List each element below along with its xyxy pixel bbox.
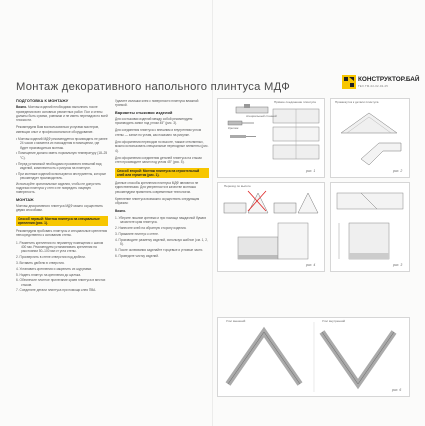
method1-text: Монтаж плинтуса на специальные крепления (рис. 1).	[18, 216, 100, 225]
figure-3-label: рис. 3	[393, 263, 403, 267]
transition-caption: Переход по высоте	[224, 184, 251, 188]
mount-step: 2. Просверлить в стене отверстия под дюбели.	[16, 255, 86, 260]
prep-paragraph	[16, 105, 108, 122]
glue-step: 2. Нанесите клей на обратную сторону изделия.	[115, 226, 187, 231]
method2-important-label: Важно.	[115, 208, 127, 213]
prep-bullet: • Перед установкой необходимо произвести внешний вид изделий, комплектность и рисунок на плинтусе.	[16, 161, 102, 170]
figure-cuts-panel	[217, 182, 325, 272]
figure-1-label: рис. 1	[306, 169, 316, 173]
figure-6-label: рис. 6	[392, 388, 402, 392]
logo-text: КОНСТРУКТОР.БАЙ	[358, 76, 420, 83]
method2-highlight	[115, 168, 209, 179]
outer-inner-angle-drawing	[218, 318, 409, 396]
method2-paragraph-2: Крепление плинтуса возможно осуществить следующим образом:	[115, 197, 200, 206]
figure-angle-panel	[330, 182, 410, 272]
clip-mount-drawing	[218, 99, 324, 177]
prep-bullet: • Монтаж изделий МДФ рекомендуется производить не ранее 24 часов с момента их нахождения в помещении, где будет производиться монтаж.	[16, 137, 108, 150]
glue-step: 1. Уберите лишние крепежи и при помощи наждачной бумаги зачистите края плинтуса.	[115, 215, 207, 225]
figure-clip-panel	[217, 98, 325, 178]
method2-label: Способ второй:	[117, 168, 143, 173]
outer-angle-caption: Угол внешний	[226, 319, 246, 323]
variants-intro: Удалите излишки клея с поверхности плинтуса влажной тряпкой.	[115, 99, 199, 108]
plinth-caption: Прямое соединение плинтуса	[274, 100, 316, 104]
method2-paragraph: Данные способы крепления плинтуса МДФ являются не единственными. Для уверенности в качестве монтажа рекомендуем применять современные технологии.	[115, 181, 199, 194]
page-title: Монтаж декоративного напольного плинтуса МДФ	[16, 81, 291, 93]
prep-important-label: Важно.	[16, 105, 28, 110]
prep-heading: ПОДГОТОВКА К МОНТАЖУ	[16, 99, 69, 103]
mount-step: 5. Надеть плинтус на крепления до щелчка.	[16, 272, 82, 277]
corner-join-drawing	[331, 99, 409, 177]
mount-step: 3. Вставить дюбели в отверстия.	[16, 260, 65, 265]
method1-label: Способ первый:	[18, 216, 45, 221]
prep-bullet: • Помещение должно иметь нормальную температуру (18–25 °С).	[16, 151, 108, 160]
inner-angle-caption: Угол внутренний	[322, 319, 346, 323]
prep-paragraph-3: Используйте оригинальные изделия, чтобы не допустить подрезки плинтуса у стен и не повредить лицевую поверхность.	[16, 181, 101, 195]
variant-text: Для соединения плинтуса с внешним и внутренним углом стены — запил по углам, как показано на рисунке.	[115, 128, 202, 137]
method2-text: Монтаж плинтуса на строительный клей или герметик (рис. 1).	[117, 168, 200, 177]
glue-step: 4. Производите разметку изделий, используя шаблон (см. 1, 2, 5).	[115, 237, 208, 246]
mount-paragraph-2: Рекомендуем пробовать плинтусы и специальные крепления непосредственно к основанию стены.	[16, 229, 108, 238]
logo-subtext: ТЕХ.ТМ-02-02-02-25	[358, 84, 389, 88]
wall-caption: специальный стенной	[246, 114, 277, 118]
mount-step: 6. Обеспечьте плотное прилегание краев плинтуса в местах стыков.	[16, 278, 106, 287]
text-column-variants	[115, 99, 209, 259]
figure-4-label: рис. 4	[306, 263, 316, 267]
angle-cut-drawing	[218, 183, 324, 271]
mount-step: 4. Установить крепления и закрепить их шурупами.	[16, 266, 93, 271]
variant-text: Для оформления соединения деталей плинтуса на стыках стен производите запил под углом 45° (рис. 5).	[115, 155, 203, 165]
logo-icon	[342, 75, 356, 89]
prep-paragraph-text: Монтаж изделий необходимо выполнять после проведения всех основных ремонтных работ. Пол и стены должны быть сухими, ровными и не иметь перепадов по всей плоскости.	[16, 105, 108, 123]
prep-bullet: • При монтаже изделий используются инструменты, которые рекомендует производитель.	[16, 171, 107, 180]
variant-text: Для состыковки изделий между собой рекомендуем производить запил под углом 45° (рис. 3).	[115, 116, 193, 126]
variant-text: Для оформления переходов по высоте, такжке стеклянных, можно использовать специальные переходные элементы (рис. 4).	[115, 140, 209, 153]
glue-step: 5. После оклеивания заделайте торцевые и угловые части.	[115, 247, 204, 252]
mount-paragraph: Монтаж декоративного плинтуса МДФ можно осуществить двумя способами.	[16, 203, 103, 213]
figure-corner-panel	[330, 98, 410, 178]
brand-logo	[342, 74, 420, 94]
figure-2-label: рис. 2	[393, 169, 403, 173]
corner-cut-drawing	[331, 183, 409, 271]
mount-step: 1. Разметить крепления по периметру помещения с шагом 400 мм. Рекомендуем устанавливать крепления на расстоянии 50–100 мм от угла стены.	[16, 240, 104, 254]
method2-important	[115, 209, 209, 213]
variants-heading: Варианты стыковки изделий	[115, 110, 173, 115]
text-column-prep	[16, 99, 108, 294]
mount-step: 7. Соедините детали плинтуса при помощи клея ПВА.	[16, 288, 97, 293]
glue-step: 6. Проведите чистку изделий.	[115, 253, 159, 258]
corner-caption: Промежуток к детали плинтуса	[335, 100, 379, 104]
glue-step: 3. Прижмите плинтус к стене.	[115, 231, 159, 236]
figure-angles-panel	[217, 317, 410, 397]
clip-caption: Крепеж	[228, 126, 239, 130]
method1-highlight	[16, 216, 108, 227]
mount-heading: МОНТАЖ	[16, 197, 34, 202]
prep-paragraph-2: Рекомендуем Вам воспользоваться услугами мастеров, имеющих опыт и профессиональное оборудование.	[16, 125, 99, 134]
